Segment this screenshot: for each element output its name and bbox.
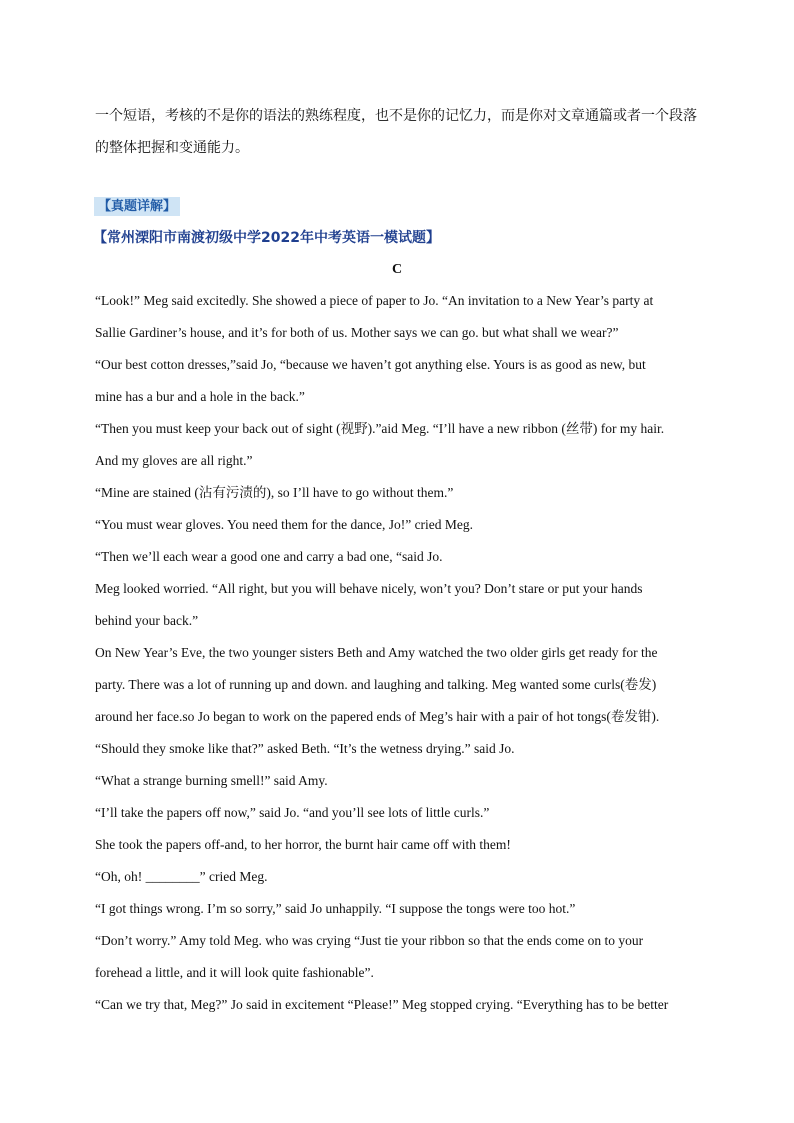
passage-text — [95, 285, 695, 1021]
passage-line: Meg looked worried. “All right, but you will behave nicely, won’t you? Don’t stare or put your hands — [95, 581, 643, 596]
passage-line: “You must wear gloves. You need them for the dance, Jo!” cried Meg. — [95, 517, 474, 532]
passage-line: “Can we try that, Meg?” Jo said in excitement “Please!” Meg stopped crying. “Everything has to be better — [95, 997, 669, 1012]
intro-paragraph — [95, 100, 705, 164]
passage-line: “Don’t worry.” Amy told Meg. who was crying “Just tie your ribbon so that the ends come on to your — [95, 933, 644, 948]
passage-line: “Should they smoke like that?” asked Beth. “It’s the wetness drying.” said Jo. — [95, 741, 515, 756]
passage-line: “I got things wrong. I’m so sorry,” said Jo unhappily. “I suppose the tongs were too hot.” — [95, 901, 576, 916]
passage-line: “Our best cotton dresses,”said Jo, “because we haven’t got anything else. Yours is as good as new, but — [95, 357, 646, 372]
intro-line: 一个短语，考核的不是你的语法的熟练程度，也不是你的记忆力，而是你对文章通篇或者一个段落 — [95, 108, 697, 124]
passage-line: “Oh, oh! ________” cried Meg. — [95, 869, 268, 884]
intro-line: 的整体把握和变通能力。 — [95, 140, 249, 156]
passage-letter: C — [391, 262, 403, 277]
passage-line: “Then we’ll each wear a good one and carry a bad one, “said Jo. — [95, 549, 443, 564]
passage-line: mine has a bur and a hole in the back.” — [95, 389, 305, 404]
passage-line: forehead a little, and it will look quite fashionable”. — [95, 965, 374, 980]
section-tag: 【真题详解】 — [94, 197, 180, 216]
passage-line: “I’ll take the papers off now,” said Jo. “and you’ll see lots of little curls.” — [95, 805, 490, 820]
passage-line: behind your back.” — [95, 613, 199, 628]
passage-line: “Then you must keep your back out of sight (视野).”aid Meg. “I’ll have a new ribbon (丝带) for my hair. — [95, 421, 665, 436]
passage-line: And my gloves are all right.” — [95, 453, 253, 468]
passage-line: “What a strange burning smell!” said Amy. — [95, 773, 328, 788]
passage-line: Sallie Gardiner’s house, and it’s for both of us. Mother says we can go. but what shall we wear?” — [95, 325, 619, 340]
passage-line: On New Year’s Eve, the two younger sisters Beth and Amy watched the two older girls get ready for the — [95, 645, 658, 660]
source-title: 【常州溧阳市南渡初级中学2022年中考英语一模试题】 — [93, 230, 440, 246]
passage-line: “Mine are stained (沾有污渍的), so I’ll have to go without them.” — [95, 485, 454, 500]
passage-line: “Look!” Meg said excitedly. She showed a piece of paper to Jo. “An invitation to a New Year’s party at — [95, 293, 654, 308]
passage-line: around her face.so Jo began to work on the papered ends of Meg’s hair with a pair of hot tongs(卷发钳). — [95, 709, 660, 724]
passage-line: party. There was a lot of running up and down. and laughing and talking. Meg wanted some curls(卷发) — [95, 677, 657, 692]
passage-line: She took the papers off-and, to her horror, the burnt hair came off with them! — [95, 837, 511, 852]
